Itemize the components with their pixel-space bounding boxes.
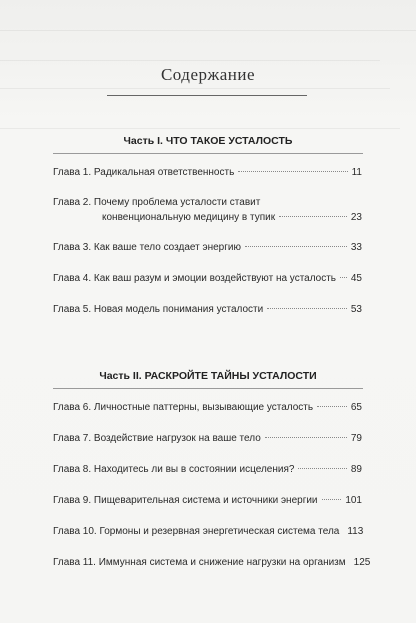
toc-entry[interactable] [53, 241, 362, 256]
toc-entry[interactable] [53, 494, 362, 509]
page-number: 125 [353, 557, 371, 568]
chapter-number: Глава 2. [53, 197, 92, 208]
chapter-title: Находитесь ли вы в состоянии исцеления? [93, 464, 295, 475]
part-2-rule [53, 388, 363, 389]
show-through-line [0, 60, 380, 61]
page-number: 23 [350, 211, 362, 223]
toc-title: Содержание [160, 65, 256, 84]
chapter-title: Почему проблема усталости ставит [93, 197, 261, 208]
toc-entry[interactable] [53, 272, 362, 287]
leader-dots [279, 216, 347, 217]
chapter-number: Глава 8. [53, 464, 92, 475]
chapter-number: Глава 1. [53, 167, 92, 178]
leader-dots [340, 277, 347, 278]
chapter-title: Пищеварительная система и источники энергии [93, 495, 318, 506]
show-through-line [0, 30, 416, 31]
toc-entry[interactable] [53, 196, 362, 225]
chapter-title-continued: конвенциональную медицину в тупик [102, 211, 276, 223]
chapter-number: Глава 5. [53, 304, 92, 315]
chapter-title: Иммунная система и снижение нагрузки на организм [98, 557, 346, 568]
chapter-number: Глава 4. [53, 273, 92, 284]
chapter-title: Воздействие нагрузок на ваше тело [93, 433, 261, 444]
show-through-line [0, 88, 390, 89]
toc-entry[interactable] [53, 166, 362, 181]
chapter-title: Как ваш разум и эмоции воздействуют на усталость [93, 273, 337, 284]
chapter-number: Глава 6. [53, 402, 92, 413]
chapter-title: Радикальная ответственность [93, 167, 235, 178]
chapter-title: Новая модель понимания усталости [93, 304, 264, 315]
part-2-title: Часть II. РАСКРОЙТЕ ТАЙНЫ УСТАЛОСТИ [99, 370, 317, 382]
toc-entry[interactable] [53, 432, 362, 447]
page-number: 79 [350, 433, 362, 444]
toc-entry[interactable] [53, 401, 362, 416]
page-number: 33 [350, 242, 362, 253]
page-number: 101 [345, 495, 362, 506]
chapter-number: Глава 7. [53, 433, 92, 444]
leader-dots [317, 406, 347, 407]
show-through-line [0, 128, 400, 129]
leader-dots [238, 171, 347, 172]
toc-entry[interactable] [53, 303, 362, 318]
toc-entry[interactable] [53, 556, 371, 571]
page-number: 11 [351, 167, 362, 178]
part-1-title: Часть I. ЧТО ТАКОЕ УСТАЛОСТЬ [123, 135, 293, 147]
page-number: 113 [347, 526, 364, 537]
chapter-number: Глава 9. [53, 495, 92, 506]
page-number: 89 [350, 464, 362, 475]
toc-entry[interactable] [53, 525, 362, 540]
toc-entry[interactable] [53, 463, 362, 478]
part-1-rule [53, 153, 363, 154]
title-underline [107, 95, 307, 96]
leader-dots [298, 468, 346, 469]
chapter-title: Гормоны и резервная энергетическая система тела [99, 526, 340, 537]
chapter-title: Как ваше тело создает энергию [93, 242, 241, 253]
leader-dots [265, 437, 347, 438]
chapter-number: Глава 11. [53, 557, 96, 568]
page-number: 53 [350, 304, 362, 315]
chapter-number: Глава 10. [53, 526, 97, 537]
chapter-title: Личностные паттерны, вызывающие усталость [93, 402, 314, 413]
page-number: 45 [350, 273, 362, 284]
chapter-number: Глава 3. [53, 242, 92, 253]
leader-dots [267, 308, 347, 309]
leader-dots [322, 499, 342, 500]
page-number: 65 [350, 402, 362, 413]
leader-dots [245, 246, 347, 247]
